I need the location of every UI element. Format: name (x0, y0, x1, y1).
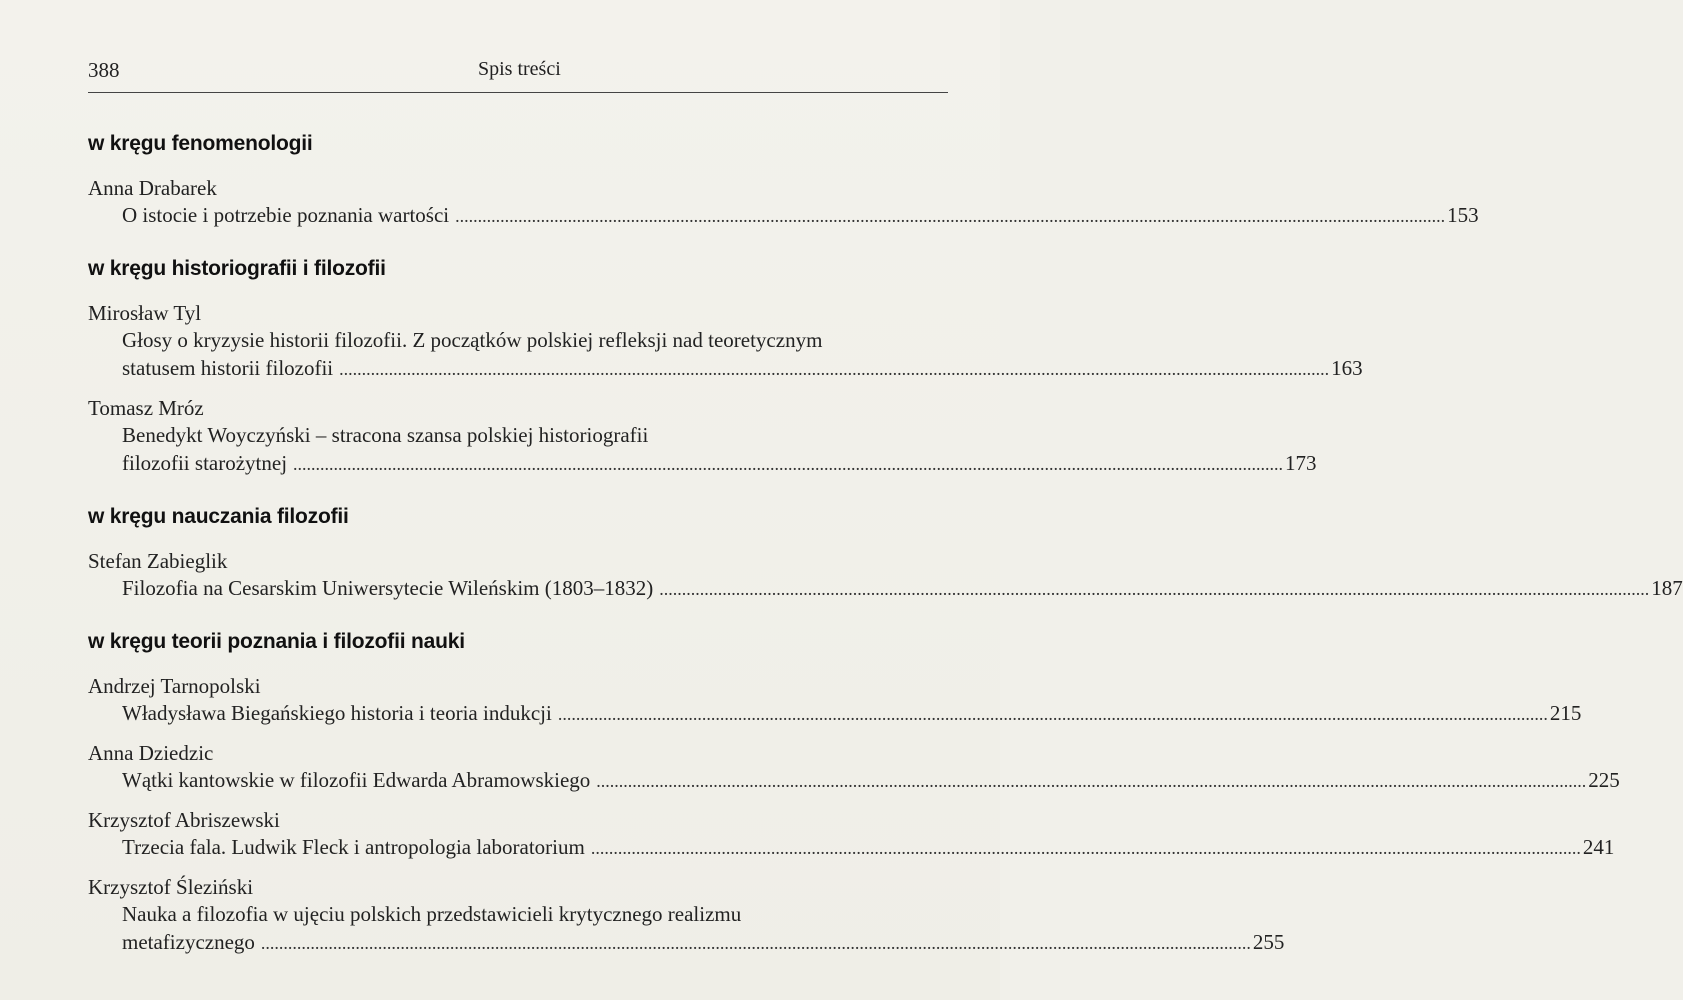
table-of-contents (88, 127, 1683, 979)
entry-author: Krzysztof Śleziński (88, 875, 254, 899)
section-heading: w kręgu nauczania filozofii (88, 505, 349, 528)
entry-title-text: filozofii starożytnej (122, 451, 288, 475)
toc-entry (88, 807, 1615, 862)
entry-title-with-page (88, 449, 1317, 478)
entry-title-with-page (88, 928, 1285, 957)
dot-leader: ............................................................................................................................................................................................................................ (293, 454, 1284, 474)
entry-title-text: Filozofia na Cesarskim Uniwersytecie Wileńskim (1803–1832) (122, 576, 654, 600)
entry-title-line: Nauka a filozofia w ujęciu polskich przedstawicieli krytycznego realizmu (122, 902, 742, 926)
entry-title-line: Benedykt Woyczyński – stracona szansa polskiej historiografii (122, 423, 649, 447)
toc-entry (88, 395, 1317, 478)
entry-author: Mirosław Tyl (88, 301, 202, 325)
dot-leader: ............................................................................................................................................................................................................................ (260, 933, 1251, 953)
dot-leader: ............................................................................................................................................................................................................................ (659, 579, 1650, 599)
toc-entry (88, 300, 1363, 383)
entry-title-with-page (88, 201, 1479, 230)
toc-entry (88, 673, 1582, 728)
entry-page-number: 163 (1331, 356, 1363, 380)
dot-leader: ............................................................................................................................................................................................................................ (455, 206, 1446, 226)
entry-page-number: 241 (1582, 835, 1615, 859)
entry-author: Stefan Zabieglik (88, 549, 228, 573)
entry-page-number: 173 (1285, 451, 1317, 475)
toc-section (88, 625, 1620, 979)
entry-title-text: Trzecia fala. Ludwik Fleck i antropologia laboratorium (122, 835, 585, 859)
entry-author: Krzysztof Abriszewski (88, 808, 280, 832)
entry-title-with-page (88, 699, 1582, 728)
entry-author: Anna Dziedzic (88, 741, 214, 765)
section-spacer (88, 242, 968, 252)
header-rule (88, 92, 948, 93)
entry-title-text: O istocie i potrzebie poznania wartości (122, 203, 450, 227)
dot-leader: ............................................................................................................................................................................................................................ (596, 771, 1587, 791)
entry-page-number: 215 (1549, 701, 1582, 725)
entry-title-with-page (88, 574, 1683, 603)
page-number: 388 (88, 58, 120, 82)
toc-entry (88, 175, 1479, 230)
dot-leader: ............................................................................................................................................................................................................................ (339, 359, 1330, 379)
entry-title-with-page (88, 354, 1363, 383)
running-head (88, 56, 948, 88)
entry-page-number: 153 (1447, 203, 1479, 227)
entry-title-with-page (88, 766, 1620, 795)
toc-entry (88, 874, 1285, 957)
section-heading: w kręgu historiografii i filozofii (88, 257, 386, 280)
entry-page-number: 255 (1252, 930, 1285, 954)
toc-entry (88, 548, 1683, 603)
entry-page-number: 187 (1651, 576, 1683, 600)
toc-section (88, 500, 1683, 625)
entry-page-number: 225 (1588, 768, 1620, 792)
entry-title-text: statusem historii filozofii (122, 356, 334, 380)
entry-title-line: Głosy o kryzysie historii filozofii. Z początków polskiej refleksji nad teoretycznym (122, 328, 823, 352)
entry-title-text: metafizycznego (122, 930, 255, 954)
entry-title-text: Wątki kantowskie w filozofii Edwarda Abramowskiego (122, 768, 591, 792)
entry-author: Anna Drabarek (88, 176, 217, 200)
section-heading: w kręgu fenomenologii (88, 132, 313, 155)
toc-entry (88, 740, 1620, 795)
dot-leader: ............................................................................................................................................................................................................................ (590, 838, 1581, 858)
section-spacer (88, 969, 968, 979)
section-spacer (88, 615, 968, 625)
entry-author: Andrzej Tarnopolski (88, 674, 261, 698)
dot-leader: ............................................................................................................................................................................................................................ (557, 704, 1548, 724)
section-heading: w kręgu teorii poznania i filozofii nauki (88, 630, 465, 653)
entry-title-text: Władysława Biegańskiego historia i teoria indukcji (122, 701, 552, 725)
section-spacer (88, 490, 968, 500)
running-title: Spis treści (478, 58, 561, 80)
entry-title-with-page (88, 833, 1615, 862)
toc-section (88, 127, 1479, 252)
entry-author: Tomasz Mróz (88, 396, 204, 420)
toc-section (88, 252, 1363, 500)
